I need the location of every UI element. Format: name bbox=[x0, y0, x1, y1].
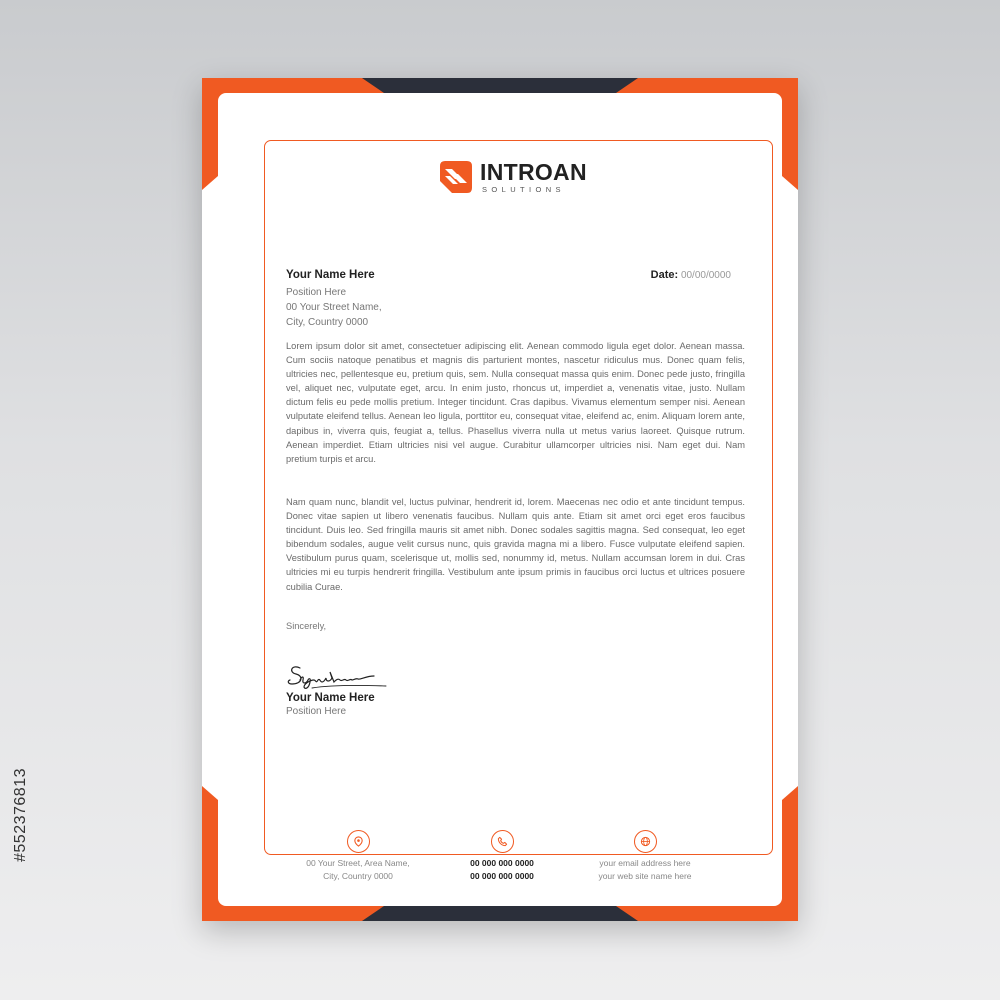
closing-text: Sincerely, bbox=[286, 621, 327, 631]
footer-address bbox=[283, 857, 433, 883]
letter-page bbox=[218, 93, 782, 906]
body-paragraph-2: Nam quam nunc, blandit vel, luctus pulvinar, hendrerit id, lorem. Maecenas nec odio et ante tincidunt tempus. Donec vitae sapien ut libero venenatis faucibus. Nullam quis ante. Etiam sit amet orci eget eros faucibus tincidunt. Duis leo. Sed fringilla mauris sit amet nibh. Donec sodales sagittis magna. Sed consequat, leo eget bibendum sodales, augue velit cursus nunc, quis gravida magna mi a libero. Fusce vulputate eleifend sapien. Vestibulum purus quam, scelerisque ut, mollis sed, nonummy id, metus. Nullam accumsan lorem in dui. Cras ultricies mi eu turpis hendrerit fringilla. Vestibulum ante ipsum primis in faucibus orci luctus et ultrices posuere cubilia Curae. bbox=[286, 497, 745, 592]
sender-name: Your Name Here bbox=[286, 269, 375, 281]
signer-block bbox=[286, 691, 375, 719]
globe-icon bbox=[634, 830, 657, 853]
footer-address-line2: City, Country 0000 bbox=[323, 871, 393, 881]
footer-phone-line1: 00 000 000 0000 bbox=[470, 858, 534, 868]
footer-email: your email address here bbox=[599, 858, 691, 868]
footer-phone-line2: 00 000 000 0000 bbox=[470, 871, 534, 881]
signer-position: Position Here bbox=[286, 706, 347, 717]
logo-mark-icon bbox=[440, 161, 472, 193]
letterhead-sheet bbox=[202, 78, 798, 921]
sender-block bbox=[286, 268, 382, 330]
brand-name: INTROAN bbox=[480, 159, 587, 185]
footer-phone bbox=[427, 857, 577, 883]
stock-id-label: #552376813 bbox=[12, 768, 29, 862]
sender-city: City, Country 0000 bbox=[286, 317, 369, 328]
location-pin-icon bbox=[347, 830, 370, 853]
company-logo bbox=[440, 161, 587, 194]
footer-website: your web site name here bbox=[598, 871, 692, 881]
signature-image bbox=[286, 658, 396, 692]
sender-position: Position Here bbox=[286, 287, 347, 298]
footer-web bbox=[570, 857, 720, 883]
sender-street: 00 Your Street Name, bbox=[286, 302, 382, 313]
date-value: 00/00/0000 bbox=[680, 270, 731, 281]
body-paragraph-1: Lorem ipsum dolor sit amet, consectetuer adipiscing elit. Aenean commodo ligula eget dolor. Aenean massa. Cum sociis natoque penatibus et magnis dis parturient montes, nascetur ridiculus mus. Donec quam felis, ultricies nec, pellentesque eu, pretium quis, sem. Nulla consequat massa quis enim. Donec pede justo, fringilla vel, aliquet nec, vulputate eget, arcu. In enim justo, rhoncus ut, imperdiet a, venenatis vitae, justo. Nullam dictum felis eu pede mollis pretium. Integer tincidunt. Cras dapibus. Vivamus elementum semper nisi. Aenean vulputate eleifend tellus. Aenean leo ligula, porttitor eu, consequat vitae, eleifend ac, enim. Aliquam lorem ante, dapibus in, viverra quis, feugiat a, tellus. Phasellus viverra nulla ut metus varius laoreet. Quisque rutrum. Aenean imperdiet. Etiam ultricies nisi vel augue. Curabitur ullamcorper ultricies nisi. Nam eget dui. Nam pretium turpis et arcu. bbox=[286, 341, 745, 464]
brand-tagline: SOLUTIONS bbox=[482, 185, 565, 194]
phone-icon bbox=[491, 830, 514, 853]
footer-address-line1: 00 Your Street, Area Name, bbox=[306, 858, 410, 868]
date-label: Date: bbox=[650, 269, 679, 281]
date-line bbox=[651, 269, 731, 281]
signer-name: Your Name Here bbox=[286, 692, 375, 704]
